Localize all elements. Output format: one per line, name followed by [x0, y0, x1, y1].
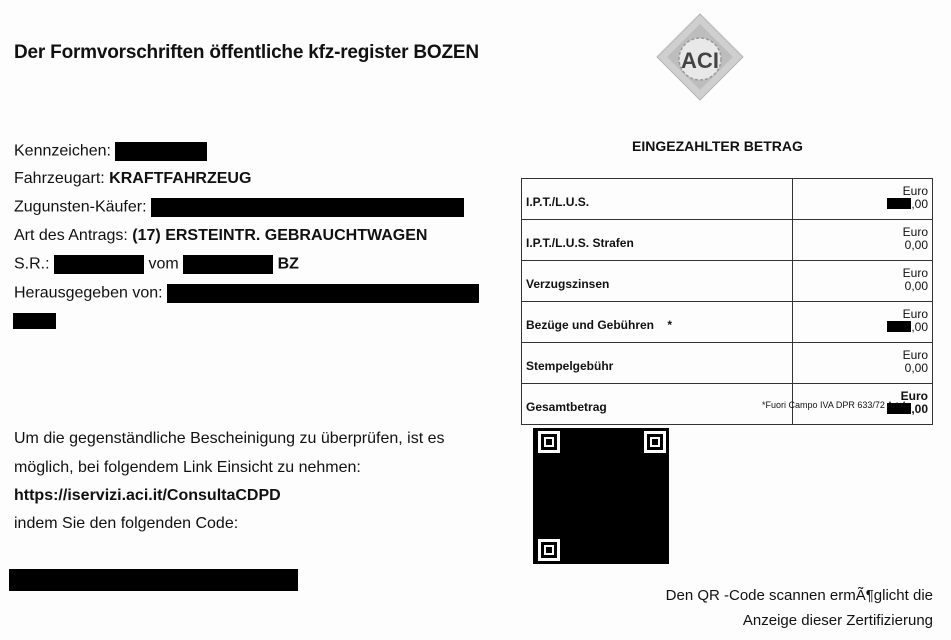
- qr-caption-2: Anzeige dieser Zertifizierung: [742, 612, 933, 629]
- amount-label: I.P.T./L.U.S.: [522, 179, 793, 220]
- currency-label: Euro: [902, 184, 928, 198]
- verify-line-3: indem Sie den folgenden Code:: [14, 515, 239, 532]
- verify-line-2: möglich, bei folgendem Link Einsicht zu nehmen:: [14, 459, 361, 476]
- amount-label: I.P.T./L.U.S. Strafen: [522, 220, 793, 261]
- redacted-code: [9, 569, 298, 591]
- redacted-buyer: [151, 198, 464, 217]
- amount-value: 0,00: [904, 238, 928, 252]
- request-label: Art des Antrags:: [14, 227, 128, 244]
- amount-label: Bezüge und Gebühren: [526, 318, 655, 332]
- table-row: [522, 302, 933, 343]
- redacted-issuer-continued: [13, 313, 56, 329]
- currency-label: Euro: [902, 307, 928, 321]
- qr-caption-1: Den QR -Code scannen ermÃ¶glicht die: [665, 587, 933, 604]
- amount-title: EINGEZAHLTER BETRAG: [632, 138, 803, 154]
- amount-label: Gesamtbetrag: [522, 384, 793, 425]
- qr-code: [533, 428, 669, 564]
- amount-value: ,00: [911, 320, 928, 334]
- currency-label: Euro: [900, 389, 928, 403]
- plate-field: [14, 142, 207, 161]
- table-row: [522, 179, 933, 220]
- verification-link[interactable]: https://iservizi.aci.it/ConsultaCDPD: [14, 487, 281, 504]
- aci-logo-text: ACI: [681, 48, 719, 73]
- vehicle-type-value: KRAFTFAHRZEUG: [109, 170, 252, 187]
- footnote-mark: *: [667, 318, 673, 332]
- table-row: [522, 220, 933, 261]
- table-row: [522, 261, 933, 302]
- amount-value: ,00: [911, 402, 928, 416]
- buyer-label: Zugunsten-Käufer:: [14, 198, 147, 216]
- table-row: [522, 343, 933, 384]
- verify-line-1: Um die gegenständliche Bescheinigung zu überprüfen, ist es: [14, 430, 445, 447]
- redacted-amount: [887, 198, 911, 209]
- amount-value: ,00: [911, 197, 928, 211]
- buyer-field: [14, 198, 464, 217]
- sr-label: S.R.:: [14, 255, 50, 273]
- amount-label-cell: [522, 302, 793, 343]
- vat-footnote: *Fuori Campo IVA DPR 633/72 Art.4: [762, 400, 906, 410]
- qr-finder-bottom-left: [538, 539, 560, 561]
- vehicle-type-label: Fahrzeugart:: [14, 170, 105, 187]
- currency-label: Euro: [902, 225, 928, 239]
- amount-label: Stempelgebühr: [522, 343, 793, 384]
- issuer-label: Herausgegeben von:: [14, 284, 163, 302]
- redacted-sr-date: [183, 255, 273, 274]
- sr-place: BZ: [277, 255, 299, 273]
- document-title: Der Formvorschriften öffentliche kfz-register BOZEN: [14, 42, 479, 63]
- redacted-plate: [115, 142, 207, 161]
- redacted-issuer: [167, 284, 479, 303]
- request-field: [14, 227, 427, 245]
- vehicle-type-field: [14, 170, 251, 188]
- qr-finder-top-right: [644, 431, 666, 453]
- amount-value-cell: [793, 220, 933, 261]
- amounts-table: [521, 178, 933, 425]
- amount-value: 0,00: [904, 361, 928, 375]
- amount-value-cell: [793, 261, 933, 302]
- amount-value-cell: [793, 179, 933, 220]
- redacted-amount: [887, 321, 911, 332]
- issuer-field: [14, 284, 479, 303]
- amount-value: 0,00: [904, 279, 928, 293]
- request-value: (17) ERSTEINTR. GEBRAUCHTWAGEN: [132, 227, 428, 244]
- sr-field: [14, 255, 299, 274]
- currency-label: Euro: [902, 348, 928, 362]
- plate-label: Kennzeichen:: [14, 142, 111, 160]
- aci-logo: [655, 12, 745, 102]
- amount-value-cell: [793, 302, 933, 343]
- redacted-sr-number: [54, 255, 144, 274]
- amount-value-cell: [793, 343, 933, 384]
- qr-finder-top-left: [538, 431, 560, 453]
- currency-label: Euro: [902, 266, 928, 280]
- sr-vom: vom: [148, 255, 179, 273]
- amount-label: Verzugszinsen: [522, 261, 793, 302]
